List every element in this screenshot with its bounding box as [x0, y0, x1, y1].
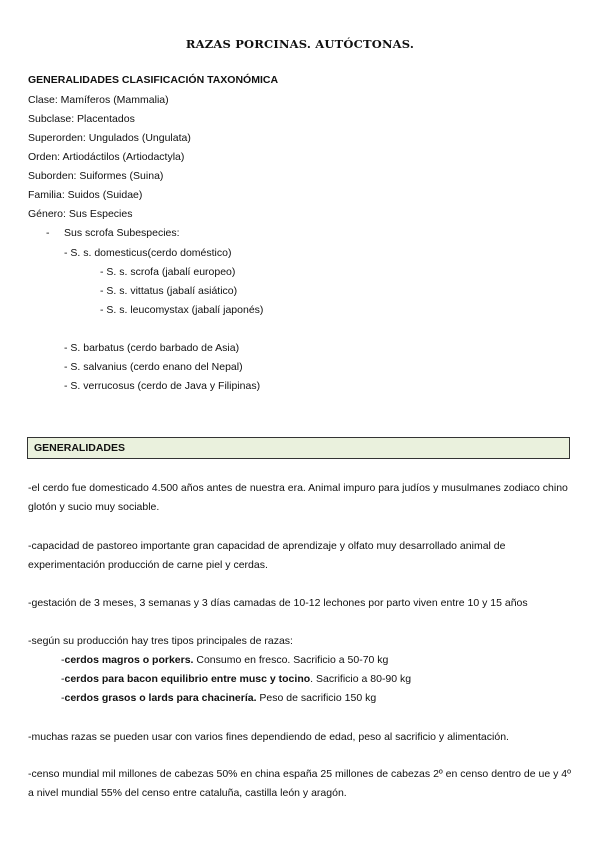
pig-type-item: [61, 673, 411, 685]
taxonomy-heading: GENERALIDADES CLASIFICACIÓN TAXONÓMICA: [28, 74, 279, 86]
taxonomy-line: Suborden: Suiformes (Suina): [28, 170, 164, 182]
taxonomy-line: Superorden: Ungulados (Ungulata): [28, 132, 191, 144]
generalidades-heading-box: [27, 437, 570, 459]
paragraph: -capacidad de pastoreo importante gran capacidad de aprendizaje y olfato muy desarrollado animal de experimentación producción de carne piel y cerdas.: [28, 540, 506, 571]
pig-type-detail: Consumo en fresco. Sacrificio a 50-70 kg: [193, 654, 389, 666]
species-bullet: -: [46, 227, 50, 239]
paragraph: -el cerdo fue domesticado 4.500 años antes de nuestra era. Animal impuro para judíos y musulmanes zodiaco chino glotón y sucio muy sociable.: [28, 482, 568, 513]
pig-type-detail: . Sacrificio a 80-90 kg: [310, 673, 412, 685]
paragraph: -gestación de 3 meses, 3 semanas y 3 días camadas de 10-12 lechones por parto viven entre 10 y 15 años: [28, 597, 528, 609]
pig-type-detail: Peso de sacrificio 150 kg: [256, 692, 377, 704]
taxonomy-line: Género: Sus Especies: [28, 208, 133, 220]
pig-type-dash: -: [61, 692, 65, 704]
other-species-item: - S. verrucosus (cerdo de Java y Filipinas): [64, 380, 261, 392]
paragraph: -muchas razas se pueden usar con varios fines dependiendo de edad, peso al sacrificio y alimentación.: [28, 731, 509, 743]
pig-type-item: [61, 692, 376, 704]
taxonomy-line: Orden: Artiodáctilos (Artiodactyla): [28, 151, 185, 163]
subspecies-item: - S. s. vittatus (jabalí asiático): [100, 285, 238, 297]
other-species-item: - S. salvanius (cerdo enano del Nepal): [64, 361, 243, 373]
pig-type-dash: -: [61, 673, 65, 685]
pig-type-item: [61, 654, 388, 666]
pig-type-dash: -: [61, 654, 65, 666]
subspecies-main: - S. s. domesticus(cerdo doméstico): [64, 247, 232, 259]
generalidades-heading: GENERALIDADES: [34, 442, 126, 454]
other-species-item: - S. barbatus (cerdo barbado de Asia): [64, 342, 240, 354]
paragraph: -censo mundial mil millones de cabezas 50% en china españa 25 millones de cabezas 2º en censo dentro de ue y 4º a nivel mundial 55% del censo entre cataluña, castilla león y aragón.: [28, 768, 571, 799]
pig-type-name: cerdos para bacon equilibrio entre musc y tocino: [64, 673, 311, 685]
taxonomy-line: Clase: Mamíferos (Mammalia): [28, 94, 169, 106]
species-line: Sus scrofa Subespecies:: [64, 227, 180, 239]
taxonomy-line: Subclase: Placentados: [28, 113, 135, 125]
subspecies-item: - S. s. leucomystax (jabalí japonés): [100, 304, 264, 316]
pig-type-name: cerdos magros o porkers.: [64, 654, 194, 666]
paragraph: -según su producción hay tres tipos principales de razas:: [28, 635, 293, 647]
subspecies-item: - S. s. scrofa (jabalí europeo): [100, 266, 236, 278]
taxonomy-line: Familia: Suidos (Suidae): [28, 189, 143, 201]
pig-type-name: cerdos grasos o lards para chacinería.: [64, 692, 257, 704]
page-title: RAZAS PORCINAS. AUTÓCTONAS.: [185, 37, 415, 51]
